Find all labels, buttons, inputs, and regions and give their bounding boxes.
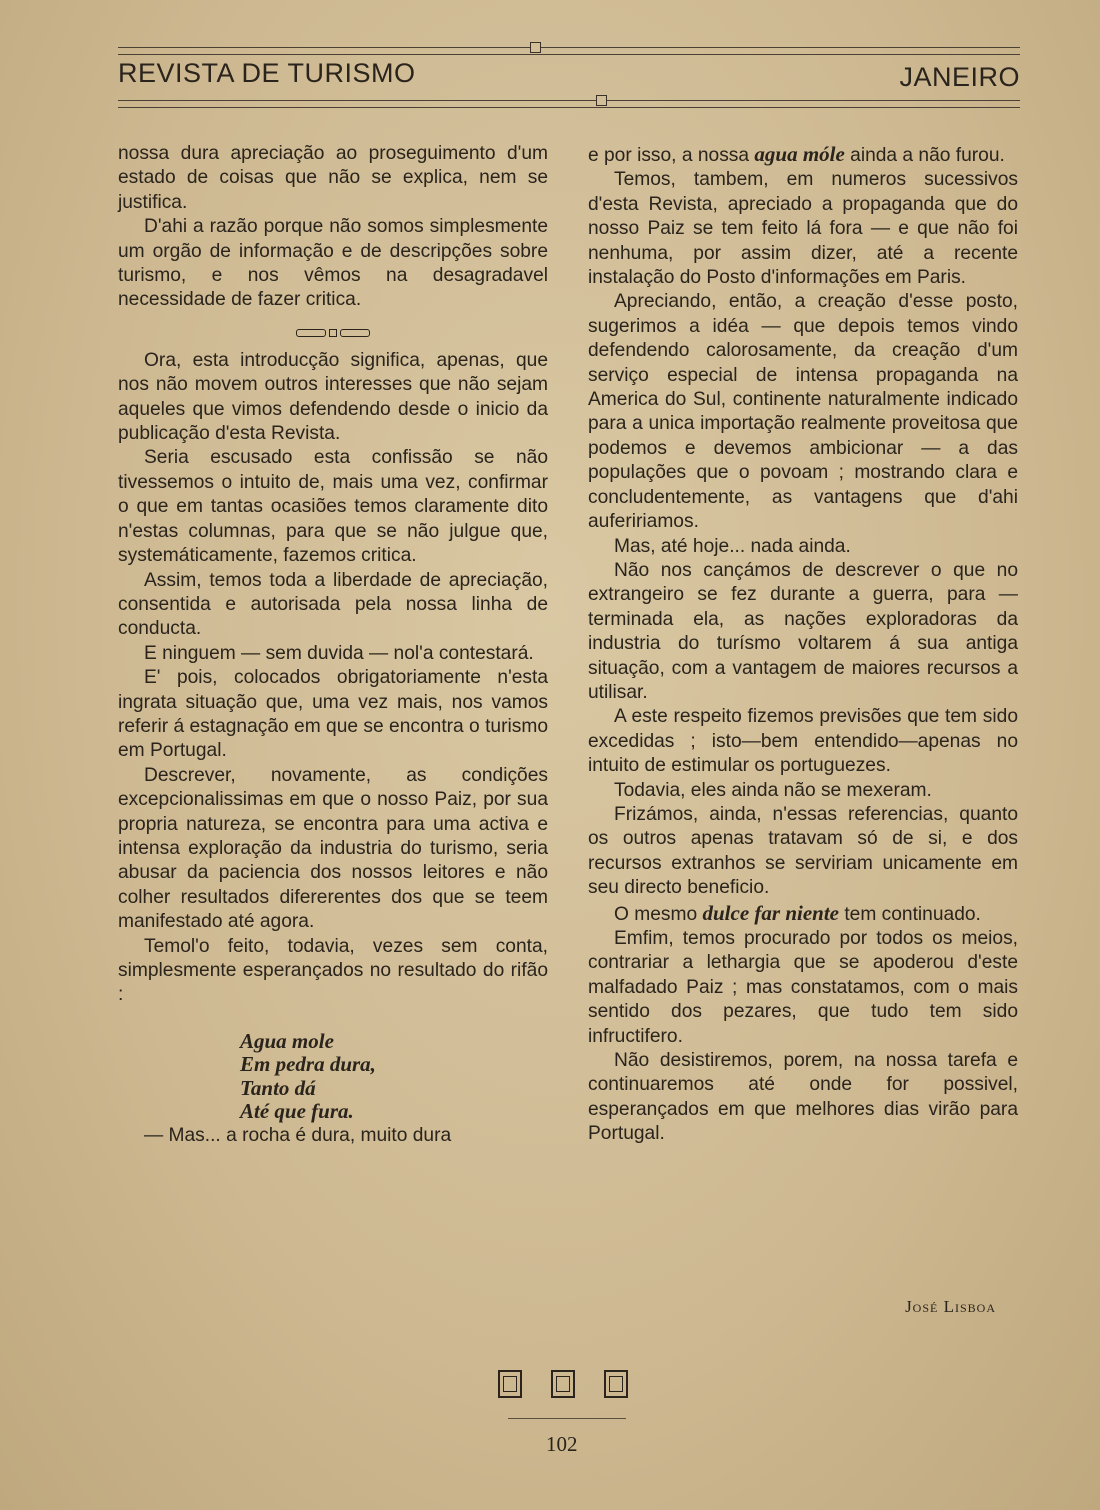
section-ornament (118, 321, 548, 335)
proverb-poem (240, 1030, 548, 1124)
paragraph (588, 901, 1018, 927)
paragraph: Frizámos, ainda, n'essas referencias, quanto os outros apenas tratavam só de si, e dos recursos extranhos se serviriam unicamente em seu directo beneficio. (588, 803, 1018, 899)
issue-month: JANEIRO (899, 62, 1020, 92)
footer-rule (508, 1418, 626, 1419)
square-ornament-icon (551, 1370, 575, 1398)
magazine-title: REVISTA DE TURISMO (118, 58, 416, 88)
italic-phrase: dulce far niente (702, 900, 839, 925)
paragraph: Não nos cançámos de descrever o que no extrangeiro se fez durante a guerra, para — terminada ela, as nações exploradoras da industria do turísmo voltarem á sua antiga situação, com a vantagem de maiores recursos a utilisar. (588, 559, 1018, 703)
text-span: ainda a não furou. (844, 145, 1005, 166)
paragraph: Não desistiremos, porem, na nossa tarefa e continuaremos até onde for possivel, esperançados em que melhores dias virão para Portugal. (588, 1050, 1018, 1145)
poem-line: Tanto dá (240, 1075, 316, 1100)
poem-line: Agua mole (240, 1028, 334, 1053)
page-number: 102 (546, 1432, 578, 1456)
paragraph: E ninguem — sem duvida — nol'a contestará. (144, 642, 534, 664)
paragraph: Apreciando, então, a creação d'esse posto, sugerimos a idéa — que depois temos vindo defendendo calorosamente, da creação d'um serviço especial de intensa propaganda na America do Sul, continente naturalmente indicado para a unica importação realmente proveitosa que podemos e devemos ambicionar — a das populações que o povoam ; mostrando clara e concludentemente, as vantagens que d'ahi aufeririamos. (588, 291, 1018, 533)
paragraph: nossa dura apreciação ao proseguimento d'um estado de coisas que não se explica, nem se justifica. (118, 143, 548, 213)
paragraph: Mas, até hoje... nada ainda. (614, 535, 851, 557)
poem-line: Em pedra dura, (240, 1052, 376, 1077)
paragraph: Ora, esta introducção significa, apenas, que nos não movem outros interesses que não sejam aqueles que vimos defendendo desde o inicio da publicação d'esta Revista. (118, 349, 548, 445)
italic-phrase: agua móle (754, 142, 845, 166)
paragraph: Temos, tambem, em numeros sucessivos d'esta Revista, apreciado a propaganda que do nosso Paiz se tem feito lá fora — e que não foi nenhuma, por assim dizer, até a recente instalação do Posto d'informações em Paris. (588, 169, 1018, 289)
rule-ornament (530, 42, 541, 53)
poem-line: Até que fura. (240, 1099, 354, 1124)
author-signature: José Lisboa (905, 1297, 996, 1316)
paragraph: Seria escusado esta confissão se não tivessemos o intuito de, mais uma vez, confirmar o que em tantas ocasiões temos claramente dito n'estas columnas, para que se não julgue que, systemáticamente, fazemos critica. (118, 447, 548, 567)
right-column (588, 142, 1018, 1147)
footer-ornaments (498, 1370, 628, 1398)
paragraph: A este respeito fizemos previsões que tem sido excedidas ; isto—bem entendido—apenas no intuito de estimular os portuguezes. (588, 706, 1018, 777)
text-span: tem continuado. (839, 903, 981, 925)
text-span: e por isso, a nossa (588, 145, 755, 166)
square-ornament-icon (604, 1370, 628, 1398)
header-bottom-rule (118, 100, 1020, 108)
rule-ornament (596, 95, 607, 106)
paragraph: Temol'o feito, todavia, vezes sem conta, simplesmente esperançados no resultado do rifão : (118, 935, 548, 1006)
paragraph: Emfim, temos procurado por todos os meios, contrariar a lethargia que se apoderou d'este malfadado Paiz ; mas constatamos, com o mais sentido dos pezares, que tudo tem sido infructifero. (588, 928, 1018, 1047)
paragraph: D'ahi a razão porque não somos simplesmente um orgão de informação e de descripções sobre turismo, e nos vêmos na desagradavel necessidade de fazer critica. (118, 216, 548, 311)
paragraph (588, 142, 1018, 168)
square-ornament-icon (498, 1370, 522, 1398)
left-column (118, 142, 548, 1148)
paragraph: Assim, temos toda a liberdade de apreciação, consentida e autorisada pela nossa linha de conducta. (118, 569, 548, 640)
paragraph: Todavia, eles ainda não se mexeram. (614, 779, 932, 801)
text-span: O mesmo (614, 903, 703, 925)
header-top-rule (118, 47, 1020, 55)
paragraph: E' pois, colocados obrigatoriamente n'esta ingrata situação que, uma vez mais, nos vamos referir á estagnação em que se encontra o turismo em Portugal. (118, 667, 548, 762)
closing-line: — Mas... a rocha é dura, muito dura (144, 1124, 452, 1146)
paragraph: Descrever, novamente, as condições excepcionalissimas em que o nosso Paiz, por sua propria natureza, se encontra para uma activa e intensa exploração da industria do turismo, seria abusar da paciencia dos nossos leitores e não colher resultados difererentes dos que se teem manifestado até agora. (118, 764, 548, 933)
